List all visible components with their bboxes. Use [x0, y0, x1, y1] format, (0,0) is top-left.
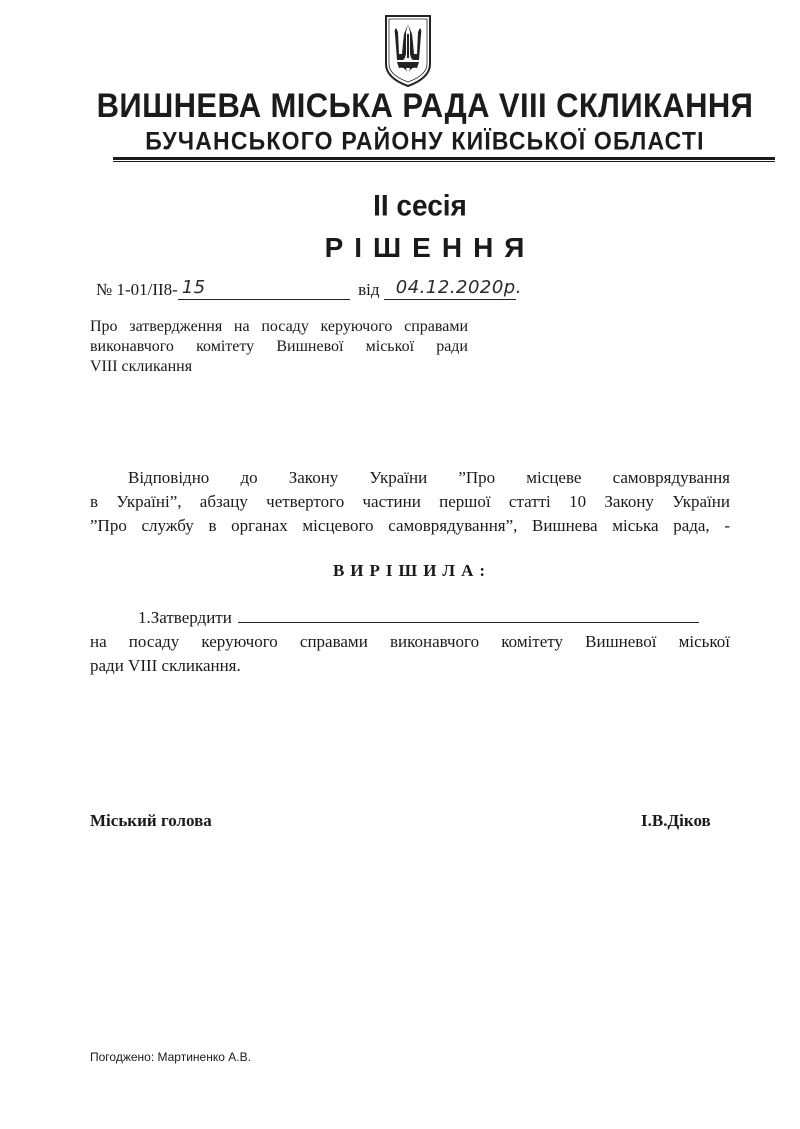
subject-line: VIII скликання — [90, 358, 193, 375]
district-name: БУЧАНСЬКОГО РАЙОНУ КИЇВСЬКОЇ ОБЛАСТІ — [145, 126, 705, 155]
item-label: 1.Затвердити — [138, 608, 232, 627]
preamble-paragraph — [90, 466, 730, 538]
number-handwritten: 15 — [181, 277, 206, 298]
item-first-line — [90, 604, 730, 630]
header-rule-thin — [113, 161, 775, 162]
date-handwritten: 04.12.2020р. — [395, 277, 522, 298]
signatory-name: І.В.Діков — [641, 811, 711, 830]
header-rule — [113, 157, 775, 160]
decision-item-1 — [90, 604, 730, 678]
preamble-line: ”Про службу в органах місцевого самоврядування”, Вишнева міська рада, - — [90, 516, 730, 535]
decision-subject — [90, 317, 468, 377]
council-name: ВИШНЕВА МІСЬКА РАДА VIII СКЛИКАННЯ — [96, 85, 754, 126]
trident-coat-of-arms-icon — [383, 12, 433, 88]
signatory-title: Міський голова — [90, 811, 212, 830]
item-line: на посаду керуючого справами виконавчого комітету Вишневої міської — [90, 632, 730, 651]
preamble-line: в Україні”, абзацу четвертого частини першої статті 10 Закону України — [90, 492, 730, 511]
date-label: від — [358, 280, 380, 299]
appointee-blank-field — [238, 604, 699, 623]
number-prefix: № 1-01/II8- — [96, 280, 178, 299]
number-field — [178, 277, 350, 300]
item-line: ради VIII скликання. — [90, 656, 241, 675]
resolved-heading: ВИРІШИЛА: — [332, 561, 492, 580]
document-type-title: РІШЕННЯ — [324, 232, 536, 263]
number-date-line — [96, 277, 522, 303]
preamble-line: Відповідно до Закону України ”Про місцеве самоврядування — [128, 468, 730, 487]
subject-line: Про затвердження на посаду керуючого справами — [90, 318, 468, 335]
subject-line: виконавчого комітету Вишневої міської ради — [90, 338, 468, 355]
agreed-by-note: Погоджено: Мартиненко А.В. — [90, 1050, 251, 1064]
date-field — [384, 277, 522, 300]
session-title: II сесія — [373, 189, 467, 222]
